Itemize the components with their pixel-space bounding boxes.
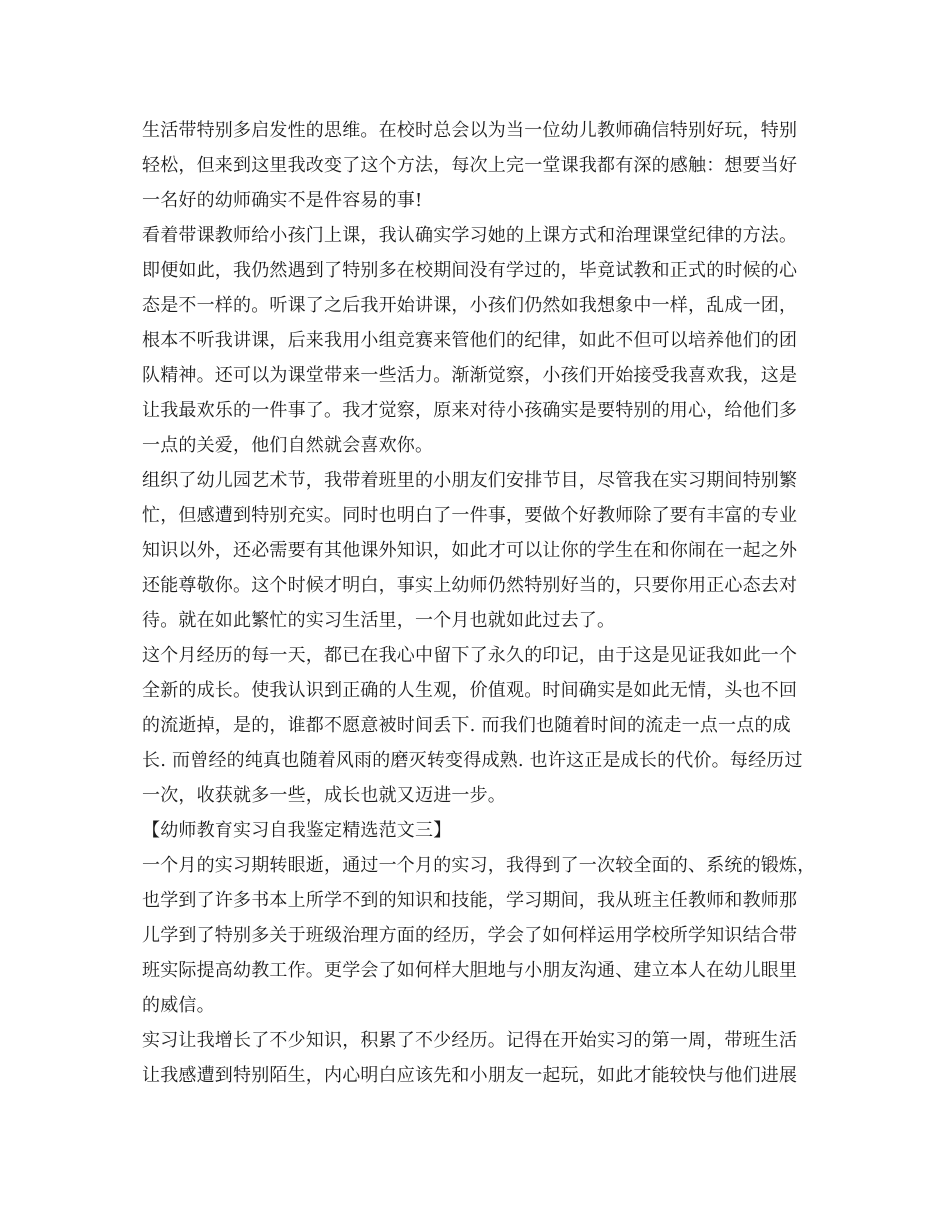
document-body: [142, 113, 822, 1093]
text-line: 待。就在如此繁忙的实习生活里，一个月也就如此过去了。: [142, 610, 616, 631]
text-line: 一名好的幼师确实不是件容易的事!: [142, 190, 423, 211]
text-line: 班实际提高幼教工作。更学会了如何样大胆地与小朋友沟通、建立本人在幼儿眼里: [142, 960, 798, 981]
text-line: 忙，但感遭到特别充实。同时也明白了一件事，要做个好教师除了要有丰富的专业: [142, 505, 798, 526]
text-line: 还能尊敬你。这个时候才明白，事实上幼师仍然特别好当的，只要你用正心态去对: [142, 575, 798, 596]
text-line: 一个月的实习期转眼逝，通过一个月的实习，我得到了一次较全面的、系统的锻炼，: [142, 855, 816, 876]
text-line: 即便如此，我仍然遇到了特别多在校期间没有学过的，毕竟试教和正式的时候的心: [142, 260, 798, 281]
text-line: 一次，收获就多一些，成长也就又迈进一步。: [142, 785, 506, 806]
section-heading: 【幼师教育实习自我鉴定精选范文三】: [142, 820, 452, 841]
text-line: 让我感遭到特别陌生，内心明白应该先和小朋友一起玩，如此才能较快与他们进展: [142, 1065, 798, 1086]
text-line: 知识以外，还必需要有其他课外知识，如此才可以让你的学生在和你闹在一起之外: [142, 540, 798, 561]
text-line: 长. 而曾经的纯真也随着风雨的磨灭转变得成熟. 也许这正是成长的代价。每经历过: [142, 750, 803, 771]
text-line: 生活带特别多启发性的思维。在校时总会以为当一位幼儿教师确信特别好玩，特别: [142, 120, 798, 141]
text-line: 全新的成长。使我认识到正确的人生观，价值观。时间确实是如此无情，头也不回: [142, 680, 798, 701]
text-line: 也学到了许多书本上所学不到的知识和技能，学习期间，我从班主任教师和教师那: [142, 890, 798, 911]
text-line: 的威信。: [142, 995, 215, 1016]
text-line: 轻松，但来到这里我改变了这个方法，每次上完一堂课我都有深的感触：想要当好: [142, 155, 798, 176]
text-line: 实习让我增长了不少知识，积累了不少经历。记得在开始实习的第一周，带班生活: [142, 1030, 798, 1051]
text-line: 的流逝掉，是的，谁都不愿意被时间丢下. 而我们也随着时间的流走一点一点的成: [142, 715, 791, 736]
text-line: 根本不听我讲课，后来我用小组竞赛来管他们的纪律，如此不但可以培养他们的团: [142, 330, 798, 351]
text-line: 看着带课教师给小孩门上课，我认确实学习她的上课方式和治理课堂纪律的方法。: [142, 225, 798, 246]
text-line: 儿学到了特别多关于班级治理方面的经历，学会了如何样运用学校所学知识结合带: [142, 925, 798, 946]
text-line: 一点的关爱，他们自然就会喜欢你。: [142, 435, 434, 456]
text-line: 态是不一样的。听课了之后我开始讲课，小孩们仍然如我想象中一样，乱成一团，: [142, 295, 798, 316]
text-line: 这个月经历的每一天，都已在我心中留下了永久的印记，由于这是见证我如此一个: [142, 645, 798, 666]
text-line: 让我最欢乐的一件事了。我才觉察，原来对待小孩确实是要特别的用心，给他们多: [142, 400, 798, 421]
text-line: 组织了幼儿园艺术节，我带着班里的小朋友们安排节目，尽管我在实习期间特别繁: [142, 470, 798, 491]
text-line: 队精神。还可以为课堂带来一些活力。渐渐觉察，小孩们开始接受我喜欢我，这是: [142, 365, 798, 386]
